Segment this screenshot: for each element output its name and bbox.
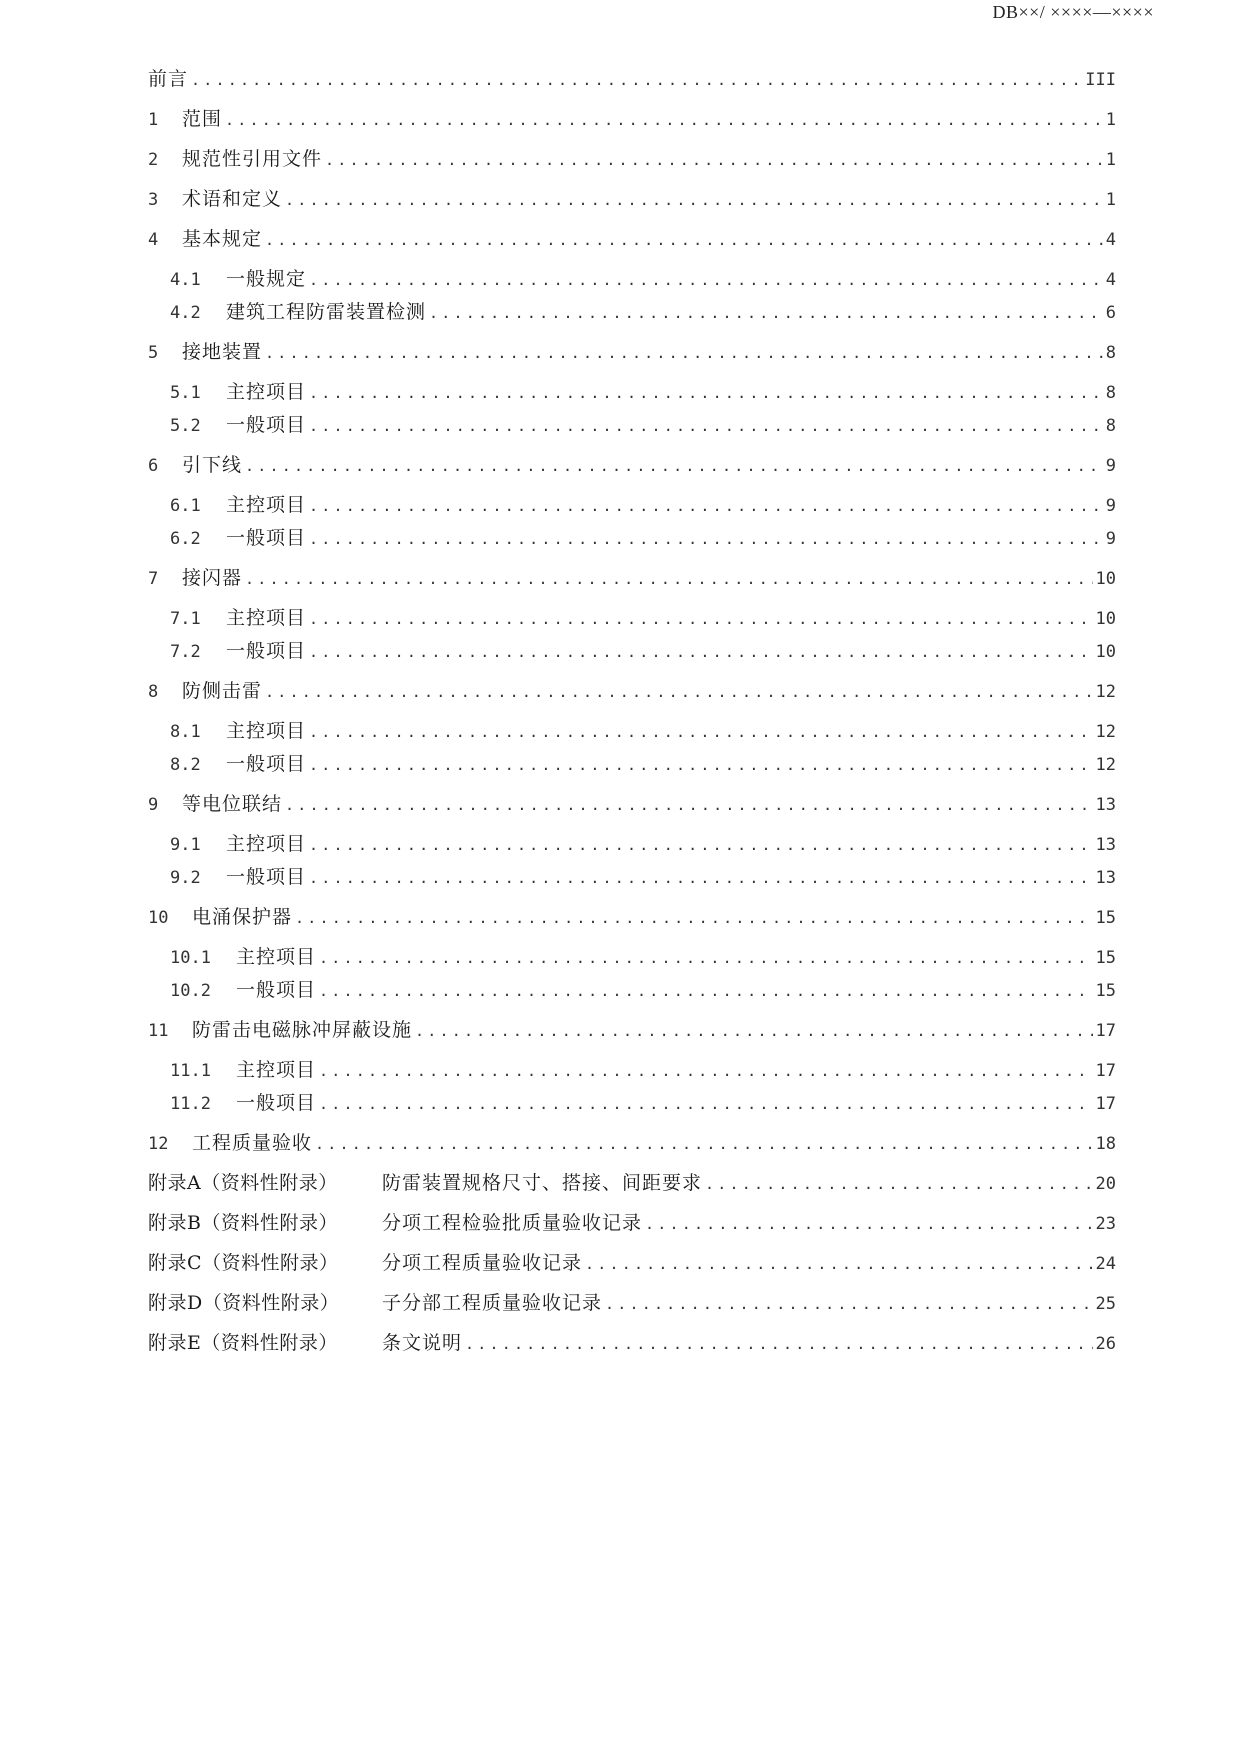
dot-leader [705, 1169, 1093, 1199]
toc-entry-number: 8.1 [170, 722, 201, 742]
dot-leader [245, 451, 1103, 481]
dot-leader [309, 265, 1103, 295]
dot-leader [295, 903, 1093, 933]
toc-entry-number: 8 [148, 682, 159, 702]
toc-entry-page: 10 [1095, 609, 1116, 629]
toc-entry-appendix-b[interactable] [148, 1208, 1116, 1238]
toc-entry-subsection-10-2[interactable] [148, 975, 1116, 1005]
toc-entry-section-10[interactable] [148, 902, 1116, 932]
toc-entry-number: 1 [148, 110, 159, 130]
toc-entry-number: 10.1 [170, 948, 211, 968]
toc-entry-number: 12 [148, 1134, 169, 1154]
toc-entry-section-12[interactable] [148, 1128, 1116, 1158]
dot-leader [319, 976, 1093, 1006]
toc-entry-title: 主控项目 [236, 946, 317, 968]
toc-entry-page: 20 [1095, 1174, 1116, 1194]
toc-entry-page: 13 [1095, 795, 1116, 815]
toc-entry-appendix-e[interactable] [148, 1328, 1116, 1358]
toc-entry-title: 主控项目 [226, 381, 307, 403]
toc-entry-title: 规范性引用文件 [182, 148, 323, 170]
toc-entry-title: 术语和定义 [182, 188, 283, 210]
toc-entry-title: 防雷装置规格尺寸、搭接、间距要求 [382, 1172, 703, 1194]
toc-entry-page: 1 [1105, 150, 1116, 170]
toc-entry-title: 范围 [182, 108, 223, 130]
toc-entry-title: 工程质量验收 [192, 1132, 313, 1154]
toc-entry-section-11[interactable] [148, 1015, 1116, 1045]
dot-leader [309, 830, 1093, 860]
toc-entry-page: 17 [1095, 1094, 1116, 1114]
toc-entry-number: 4.2 [170, 303, 201, 323]
toc-entry-subsection-7-2[interactable] [148, 636, 1116, 666]
dot-leader [265, 677, 1093, 707]
toc-entry-section-6[interactable] [148, 450, 1116, 480]
dot-leader [191, 65, 1082, 95]
toc-entry-title: 一般项目 [236, 1092, 317, 1114]
toc-entry-number: 7.2 [170, 642, 201, 662]
toc-entry-number: 5.1 [170, 383, 201, 403]
toc-entry-subsection-5-2[interactable] [148, 410, 1116, 440]
toc-entry-number: 5.2 [170, 416, 201, 436]
toc-entry-section-1[interactable] [148, 104, 1116, 134]
toc-entry-page: 9 [1105, 456, 1116, 476]
toc-entry-page: 8 [1105, 383, 1116, 403]
dot-leader [465, 1329, 1093, 1359]
toc-entry-title: 子分部工程质量验收记录 [382, 1292, 603, 1314]
toc-entry-number: 2 [148, 150, 159, 170]
toc-entry-title: 防侧击雷 [182, 680, 263, 702]
dot-leader [309, 637, 1093, 667]
toc-entry-page: 17 [1095, 1061, 1116, 1081]
toc-entry-foreword[interactable] [148, 64, 1116, 94]
dot-leader [265, 225, 1103, 255]
toc-entry-section-9[interactable] [148, 789, 1116, 819]
toc-entry-title: 一般项目 [226, 414, 307, 436]
toc-entry-number: 10 [148, 908, 169, 928]
toc-entry-number: 9.2 [170, 868, 201, 888]
dot-leader [319, 1056, 1093, 1086]
toc-entry-number: 8.2 [170, 755, 201, 775]
toc-entry-page: 1 [1105, 110, 1116, 130]
toc-entry-subsection-11-1[interactable] [148, 1055, 1116, 1085]
dot-leader [265, 338, 1103, 368]
toc-entry-subsection-4-2[interactable] [148, 297, 1116, 327]
dot-leader [309, 750, 1093, 780]
toc-entry-page: 8 [1105, 416, 1116, 436]
toc-entry-title: 主控项目 [226, 607, 307, 629]
dot-leader [315, 1129, 1093, 1159]
dot-leader [309, 491, 1103, 521]
toc-entry-number: 9 [148, 795, 159, 815]
toc-entry-number: 11 [148, 1021, 169, 1041]
toc-entry-number: 6.1 [170, 496, 201, 516]
toc-entry-number: 11.1 [170, 1061, 211, 1081]
toc-appendix-label: 附录E（资料性附录） [148, 1332, 338, 1354]
toc-entry-title: 前言 [148, 68, 189, 90]
dot-leader [645, 1209, 1093, 1239]
dot-leader [309, 717, 1093, 747]
toc-entry-number: 10.2 [170, 981, 211, 1001]
toc-entry-subsection-8-1[interactable] [148, 716, 1116, 746]
toc-entry-title: 主控项目 [226, 720, 307, 742]
toc-entry-subsection-11-2[interactable] [148, 1088, 1116, 1118]
toc-entry-title: 引下线 [182, 454, 243, 476]
toc-entry-page: 15 [1095, 981, 1116, 1001]
toc-entry-title: 一般项目 [226, 753, 307, 775]
toc-entry-page: 12 [1095, 755, 1116, 775]
toc-entry-title: 主控项目 [226, 494, 307, 516]
dot-leader [225, 105, 1103, 135]
toc-entry-section-7[interactable] [148, 563, 1116, 593]
dot-leader [309, 524, 1103, 554]
toc-entry-number: 5 [148, 343, 159, 363]
toc-entry-title: 条文说明 [382, 1332, 463, 1354]
dot-leader [309, 378, 1103, 408]
toc-entry-title: 防雷击电磁脉冲屏蔽设施 [192, 1019, 413, 1041]
toc-entry-appendix-c[interactable] [148, 1248, 1116, 1278]
document-code: DB××/ ××××—×××× [992, 2, 1154, 22]
toc-entry-title: 接闪器 [182, 567, 243, 589]
toc-entry-page: 18 [1095, 1134, 1116, 1154]
toc-entry-page: 9 [1105, 529, 1116, 549]
toc-entry-title: 建筑工程防雷装置检测 [226, 301, 427, 323]
toc-entry-title: 分项工程检验批质量验收记录 [382, 1212, 643, 1234]
dot-leader [585, 1249, 1093, 1279]
toc-entry-number: 4 [148, 230, 159, 250]
toc-entry-appendix-d[interactable] [148, 1288, 1116, 1318]
toc-entry-page: 15 [1095, 948, 1116, 968]
toc-entry-page: 8 [1105, 343, 1116, 363]
toc-entry-subsection-8-2[interactable] [148, 749, 1116, 779]
toc-entry-title: 一般项目 [226, 640, 307, 662]
toc-entry-page: 4 [1105, 230, 1116, 250]
dot-leader [319, 943, 1093, 973]
toc-entry-subsection-6-1[interactable] [148, 490, 1116, 520]
dot-leader [285, 185, 1103, 215]
toc-entry-section-5[interactable] [148, 337, 1116, 367]
toc-entry-title: 一般项目 [226, 866, 307, 888]
toc-entry-page: 23 [1095, 1214, 1116, 1234]
dot-leader [245, 564, 1093, 594]
toc-entry-title: 一般规定 [226, 268, 307, 290]
toc-entry-title: 一般项目 [226, 527, 307, 549]
toc-appendix-label: 附录B（资料性附录） [148, 1212, 338, 1234]
toc-entry-subsection-9-2[interactable] [148, 862, 1116, 892]
toc-entry-subsection-9-1[interactable] [148, 829, 1116, 859]
toc-entry-number: 9.1 [170, 835, 201, 855]
dot-leader [309, 863, 1093, 893]
toc-entry-subsection-4-1[interactable] [148, 264, 1116, 294]
toc-appendix-label: 附录C（资料性附录） [148, 1252, 339, 1274]
toc-entry-subsection-5-1[interactable] [148, 377, 1116, 407]
dot-leader [325, 145, 1103, 175]
dot-leader [415, 1016, 1093, 1046]
toc-entry-page: 26 [1095, 1334, 1116, 1354]
toc-entry-page: 12 [1095, 682, 1116, 702]
toc-entry-page: 6 [1105, 303, 1116, 323]
dot-leader [429, 298, 1103, 328]
toc-entry-number: 6 [148, 456, 159, 476]
dot-leader [319, 1089, 1093, 1119]
dot-leader [309, 604, 1093, 634]
toc-entry-page: 24 [1095, 1254, 1116, 1274]
toc-entry-subsection-6-2[interactable] [148, 523, 1116, 553]
toc-entry-page: 12 [1095, 722, 1116, 742]
toc-entry-title: 分项工程质量验收记录 [382, 1252, 583, 1274]
toc-entry-section-4[interactable] [148, 224, 1116, 254]
toc-entry-number: 11.2 [170, 1094, 211, 1114]
toc-entry-title: 等电位联结 [182, 793, 283, 815]
toc-entry-section-3[interactable] [148, 184, 1116, 214]
toc-entry-page: 13 [1095, 835, 1116, 855]
toc-entry-page: 10 [1095, 569, 1116, 589]
toc-entry-number: 4.1 [170, 270, 201, 290]
toc-entry-page: 25 [1095, 1294, 1116, 1314]
toc-entry-page: 4 [1105, 270, 1116, 290]
toc-entry-number: 6.2 [170, 529, 201, 549]
toc-entry-section-2[interactable] [148, 144, 1116, 174]
toc-entry-title: 基本规定 [182, 228, 263, 250]
toc-entry-title: 主控项目 [226, 833, 307, 855]
toc-entry-section-8[interactable] [148, 676, 1116, 706]
dot-leader [605, 1289, 1093, 1319]
toc-entry-title: 接地装置 [182, 341, 263, 363]
dot-leader [309, 411, 1103, 441]
toc-entry-page: 9 [1105, 496, 1116, 516]
toc-entry-page: 17 [1095, 1021, 1116, 1041]
toc-appendix-label: 附录A（资料性附录） [148, 1172, 338, 1194]
toc-entry-page: 13 [1095, 868, 1116, 888]
toc-entry-page: 15 [1095, 908, 1116, 928]
toc-entry-subsection-10-1[interactable] [148, 942, 1116, 972]
dot-leader [285, 790, 1093, 820]
toc-entry-appendix-a[interactable] [148, 1168, 1116, 1198]
toc-entry-title: 主控项目 [236, 1059, 317, 1081]
toc-entry-page: III [1085, 70, 1116, 90]
table-of-contents [148, 64, 1116, 1358]
toc-entry-number: 7.1 [170, 609, 201, 629]
toc-entry-number: 3 [148, 190, 159, 210]
toc-entry-page: 1 [1105, 190, 1116, 210]
toc-entry-title: 一般项目 [236, 979, 317, 1001]
toc-entry-title: 电涌保护器 [192, 906, 293, 928]
toc-entry-subsection-7-1[interactable] [148, 603, 1116, 633]
toc-appendix-label: 附录D（资料性附录） [148, 1292, 340, 1314]
toc-entry-number: 7 [148, 569, 159, 589]
toc-entry-page: 10 [1095, 642, 1116, 662]
